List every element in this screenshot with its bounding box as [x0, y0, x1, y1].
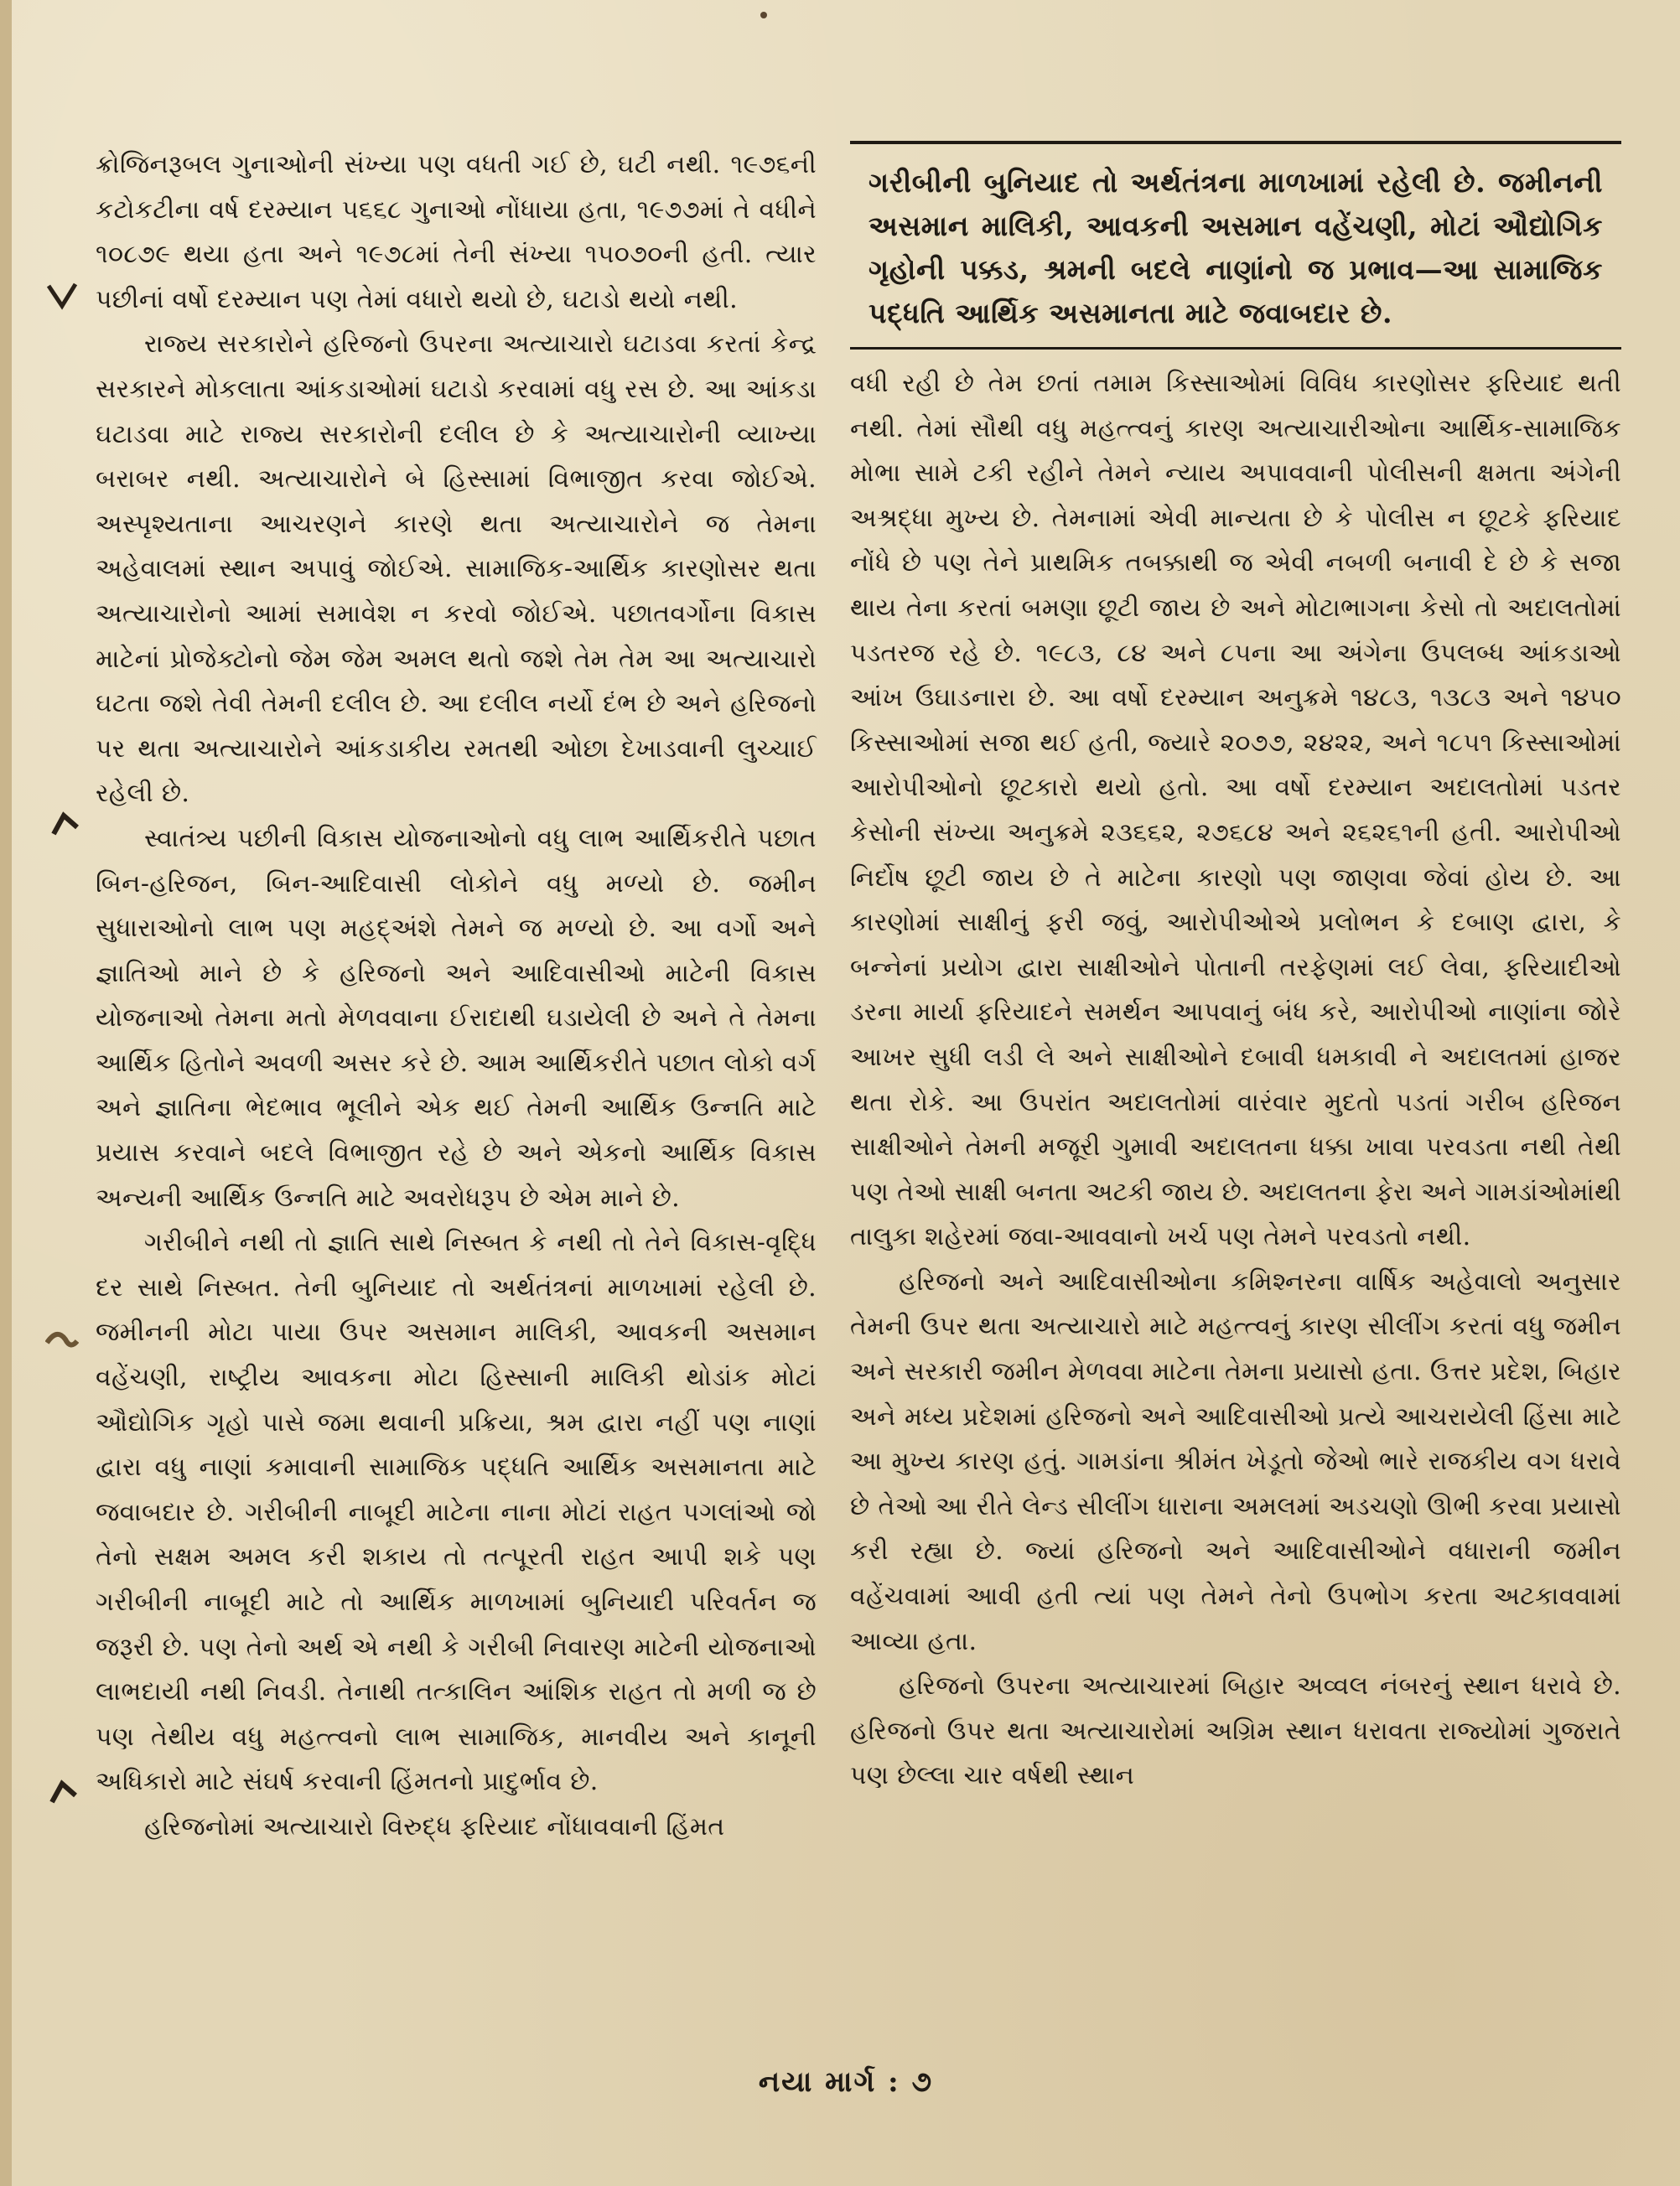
paragraph-development-schemes: સ્વાતંત્ર્ય પછીની વિકાસ યોજનાઓનો વધુ લાભ આર્થિકરીતે પછાત બિન-હરિજન, બિન-આદિવાસી લોકોને વધુ મળ્યો છે. જમીન સુધારાઓનો લાભ પણ મહદ્અંશે તેમને જ મળ્યો છે. આ વર્ગો અને જ્ઞાતિઓ માને છે કે હરિજનો અને આદિવાસીઓ માટેની વિકાસ યોજનાઓ તેમના મતો મેળવવાના ઈરાદાથી ઘડાયેલી છે અને તે તેમના આર્થિક હિતોને અવળી અસર કરે છે. આમ આર્થિકરીતે પછાત લોકો વર્ગ અને જ્ઞાતિના ભેદભાવ ભૂલીને એક થઈ તેમની આર્થિક ઉન્નતિ માટે પ્રયાસ કરવાને બદલે વિભાજીત રહે છે અને એકનો આર્થિક વિકાસ અન્યની આર્થિક ઉન્નતિ માટે અવરોધરૂપ છે એમ માને છે.	[96, 823, 817, 1213]
pull-quote-box	[850, 141, 1621, 350]
margin-bracket-mark	[49, 809, 82, 842]
margin-tick-mark	[45, 281, 79, 314]
right-column	[850, 141, 1621, 1799]
paragraph-state-governments: રાજ્ય સરકારોને હરિજનો ઉપરના અત્યાચારો ઘટાડવા કરતાં કેન્દ્ર સરકારને મોકલાતા આંકડાઓમાં ઘટાડો કરવામાં વધુ રસ છે. આ આંકડા ઘટાડવા માટે રાજ્ય સરકારોની દલીલ છે કે અત્યાચારોની વ્યાખ્યા બરાબર નથી. અત્યાચારોને બે હિસ્સામાં વિભાજીત કરવા જોઈએ. અસ્પૃશ્યતાના આચરણને કારણે થતા અત્યાચારોને જ તેમના અહેવાલમાં સ્થાન અપાવું જોઈએ. સામાજિક-આર્થિક કારણોસર થતા અત્યાચારોનો આમાં સમાવેશ ન કરવો જોઈએ. પછાતવર્ગોના વિકાસ માટેનાં પ્રોજેક્ટોનો જેમ જેમ અમલ થતો જશે તેમ તેમ આ અત્યાચારો ઘટતા જશે તેવી તેમની દલીલ છે. આ દલીલ નર્યો દંભ છે અને હરિજનો પર થતા અત્યાચારોને આંકડાકીય રમતથી ઓછા દેખાડવાની લુચ્ચાઈ રહેલી છે.	[96, 329, 817, 809]
paragraph-harijan-courage: હરિજનોમાં અત્યાચારો વિરુદ્ધ ફરિયાદ નોંધાવવાની હિંમત	[144, 1811, 725, 1842]
margin-bracket-mark-lower	[47, 1777, 80, 1810]
page-tear-mark	[45, 1324, 79, 1358]
pull-quote: ગરીબીની બુનિયાદ તો અર્થતંત્રના માળખામાં રહેલી છે. જમીનની અસમાન માલિકી, આવકની અસમાન વહેંચણી, મોટાં ઔદ્યોગિક ગૃહોની પક્કડ, શ્રમની બદલે નાણાંનો જ પ્રભાવ—આ સામાજિક પદ્ધતિ આર્થિક અસમાનતા માટે જવાબદાર છે.	[869, 166, 1603, 329]
paragraph-bihar-gujarat: હરિજનો ઉપરના અત્યાચારમાં બિહાર અવ્વલ નંબરનું સ્થાન ધરાવે છે. હરિજનો ઉપર થતા અત્યાચારોમાં અગ્રિમ સ્થાન ધરાવતા રાજ્યોમાં ગુજરાતે પણ છેલ્લા ચાર વર્ષથી સ્થાન	[850, 1671, 1621, 1791]
paragraph-crime-statistics: ક્રોજિનરૂબલ ગુનાઓની સંખ્યા પણ વધતી ગઈ છે, ઘટી નથી. ૧૯૭૬ની કટોકટીના વર્ષ દરમ્યાન ૫૬૬૮ ગુનાઓ નોંધાયા હતા, ૧૯૭૭માં તે વધીને ૧૦૮૭૯ થયા હતા અને ૧૯૭૮માં તેની સંખ્યા ૧૫૦૭૦ની હતી. ત્યાર પછીનાં વર્ષો દરમ્યાન પણ તેમાં વધારો થયો છે, ઘટાડો થયો નથી.	[96, 150, 817, 314]
ink-spot	[760, 12, 767, 18]
paragraph-commissioner-report: હરિજનો અને આદિવાસીઓના કમિશ્નરના વાર્ષિક અહેવાલો અનુસાર તેમની ઉપર થતા અત્યાચારો માટે મહત્ત્વનું કારણ સીલીંગ કરતાં વધુ જમીન અને સરકારી જમીન મેળવવા માટેના તેમના પ્રયાસો હતા. ઉત્તર પ્રદેશ, બિહાર અને મધ્ય પ્રદેશમાં હરિજનો અને આદિવાસીઓ પ્રત્યે આચરાયેલી હિંસા માટે આ મુખ્ય કારણ હતું. ગામડાંના શ્રીમંત ખેડૂતો જેઓ ભારે રાજકીય વગ ધરાવે છે તેઓ આ રીતે લેન્ડ સીલીંગ ધારાના અમલમાં અડચણો ઊભી કરવા પ્રયાસો કરી રહ્યા છે. જ્યાં હરિજનો અને આદિવાસીઓને વધારાની જમીન વહેંચવામાં આવી હતી ત્યાં પણ તેમને તેનો ઉપભોગ કરતા અટકાવવામાં આવ્યા હતા.	[850, 1267, 1621, 1656]
left-column	[96, 142, 817, 1850]
page-footer: નયા માર્ગ : ૭	[758, 2065, 934, 2099]
paragraph-complaints: વધી રહી છે તેમ છતાં તમામ કિસ્સાઓમાં વિવિધ કારણોસર ફરિયાદ થતી નથી. તેમાં સૌથી વધુ મહત્ત્વનું કારણ અત્યાચારીઓના આર્થિક-સામાજિક મોભા સામે ટકી રહીને તેમને ન્યાય અપાવવાની પોલીસની ક્ષમતા અંગેની અશ્રદ્ધા મુખ્ય છે. તેમનામાં એવી માન્યતા છે કે પોલીસ ન છૂટકે ફરિયાદ નોંધે છે પણ તેને પ્રાથમિક તબક્કાથી જ એવી નબળી બનાવી દે છે કે સજા થાય તેના કરતાં બમણા છૂટી જાય છે અને મોટાભાગના કેસો તો અદાલતોમાં પડતરજ રહે છે. ૧૯૮૩, ૮૪ અને ૮૫ના આ અંગેના ઉપલબ્ધ આંકડાઓ આંખ ઉઘાડનારા છે. આ વર્ષો દરમ્યાન અનુક્રમે ૧૪૮૩, ૧૩૮૩ અને ૧૪૫૦ કિસ્સાઓમાં સજા થઈ હતી, જ્યારે ૨૦૭૭, ૨૪૨૨, અને ૧૮૫૧ કિસ્સાઓમાં આરોપીઓનો છૂટકારો થયો હતો. આ વર્ષો દરમ્યાન અદાલતોમાં પડતર કેસોની સંખ્યા અનુક્રમે ૨૩૬૬૨, ૨૭૬૮૪ અને ૨૬૨૬૧ની હતી. આરોપીઓ નિર્દોષ છૂટી જાય છે તે માટેના કારણો પણ જાણવા જેવાં હોય છે. આ કારણોમાં સાક્ષીનું ફરી જવું, આરોપીઓએ પ્રલોભન કે દબાણ દ્વારા, કે બન્નેનાં પ્રયોગ દ્વારા સાક્ષીઓને પોતાની તરફેણમાં લઈ લેવા, ફરિયાદીઓ ડરના માર્યા ફરિયાદને સમર્થન આપવાનું બંધ કરે, આરોપીઓ નાણાંના જોરે આખર સુધી લડી લે અને સાક્ષીઓને દબાવી ધમકાવી ને અદાલતમાં હાજર થતા રોકે. આ ઉપરાંત અદાલતોમાં વારંવાર મુદતો પડતાં ગરીબ હરિજન સાક્ષીઓને તેમની મજૂરી ગુમાવી અદાલતના ધક્કા ખાવા પરવડતા નથી તેથી પણ તેઓ સાક્ષી બનતા અટકી જાય છે. અદાલતના ફેરા અને ગામડાંઓમાંથી તાલુકા શહેરમાં જવા-આવવાનો ખર્ચ પણ તેમને પરવડતો નથી.	[850, 369, 1621, 1252]
paragraph-poverty: ગરીબીને નથી તો જ્ઞાતિ સાથે નિસ્બત કે નથી તો તેને વિકાસ-વૃદ્ધિ દર સાથે નિસ્બત. તેની બુનિયાદ તો અર્થતંત્રનાં માળખામાં રહેલી છે. જમીનની મોટા પાયા ઉપર અસમાન માલિકી, આવકની અસમાન વહેંચણી, રાષ્ટ્રીય આવકના મોટા હિસ્સાની માલિકી થોડાંક મોટાં ઔદ્યોગિક ગૃહો પાસે જમા થવાની પ્રક્રિયા, શ્રમ દ્વારા નહીં પણ નાણાં દ્વારા વધુ નાણાં કમાવાની સામાજિક પદ્ધતિ આર્થિક અસમાનતા માટે જવાબદાર છે. ગરીબીની નાબૂદી માટેના નાના મોટાં રાહત પગલાંઓ જો તેનો સક્ષમ અમલ કરી શકાય તો તત્પૂરતી રાહત આપી શકે પણ ગરીબીની નાબૂદી માટે તો આર્થિક માળખામાં બુનિયાદી પરિવર્તન જ જરૂરી છે. પણ તેનો અર્થ એ નથી કે ગરીબી નિવારણ માટેની યોજનાઓ લાભદાયી નથી નિવડી. તેનાથી તત્કાલિન આંશિક રાહત તો મળી જ છે પણ તેથીય વધુ મહત્ત્વનો લાભ સામાજિક, માનવીય અને કાનૂની અધિકારો માટે સંઘર્ષ કરવાની હિંમતનો પ્રાદુર્ભાવ છે.	[96, 1228, 817, 1797]
